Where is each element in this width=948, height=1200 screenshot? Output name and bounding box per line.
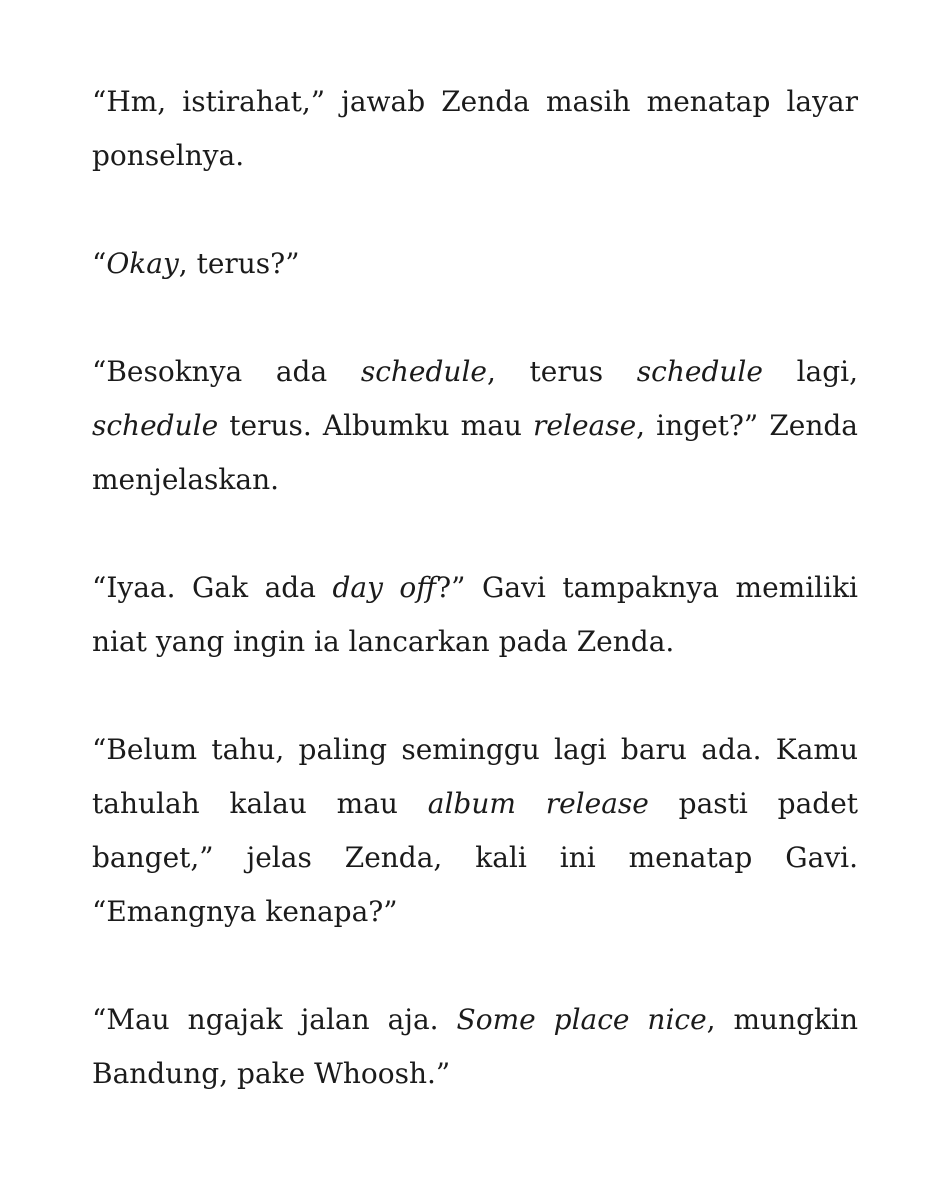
- paragraph-3: [92, 345, 858, 507]
- text-segment: , mungkin Bandung, pake Whoosh.”: [92, 1003, 858, 1090]
- story-text: [92, 75, 858, 1101]
- italic-segment: album release: [427, 787, 649, 820]
- italic-segment: schedule: [636, 355, 763, 388]
- italic-segment: day off: [332, 571, 437, 604]
- text-segment: , terus: [486, 355, 637, 388]
- italic-segment: schedule: [360, 355, 487, 388]
- paragraph-6: [92, 993, 858, 1101]
- text-segment: , inget?” Zenda menjelaskan.: [92, 409, 858, 496]
- text-segment: lagi,: [762, 355, 859, 388]
- italic-segment: Some place nice: [456, 1003, 707, 1036]
- text-segment: “Mau ngajak jalan aja.: [92, 1003, 457, 1036]
- paragraph-1: [92, 75, 858, 183]
- text-segment: , terus?”: [178, 247, 300, 280]
- text-segment: “Hm, istirahat,” jawab Zenda masih menatap layar ponselnya.: [92, 85, 858, 172]
- text-segment: pasti padet banget,” jelas Zenda, kali ini menatap Gavi. “Emangnya kenapa?”: [92, 787, 859, 928]
- italic-segment: Okay: [106, 247, 179, 280]
- text-segment: “Belum tahu, paling seminggu lagi baru ada. Kamu tahulah kalau mau: [92, 733, 858, 820]
- paragraph-5: [92, 723, 858, 939]
- paragraph-4: [92, 561, 858, 669]
- paragraph-2: [92, 237, 858, 291]
- text-segment: “Iyaa. Gak ada: [92, 571, 333, 604]
- text-segment: ?” Gavi tampaknya memiliki niat yang ingin ia lancarkan pada Zenda.: [92, 571, 858, 658]
- text-segment: “: [92, 247, 107, 280]
- text-segment: terus. Albumku mau: [218, 409, 534, 442]
- italic-segment: release: [533, 409, 637, 442]
- text-segment: “Besoknya ada: [92, 355, 361, 388]
- italic-segment: schedule: [92, 409, 219, 442]
